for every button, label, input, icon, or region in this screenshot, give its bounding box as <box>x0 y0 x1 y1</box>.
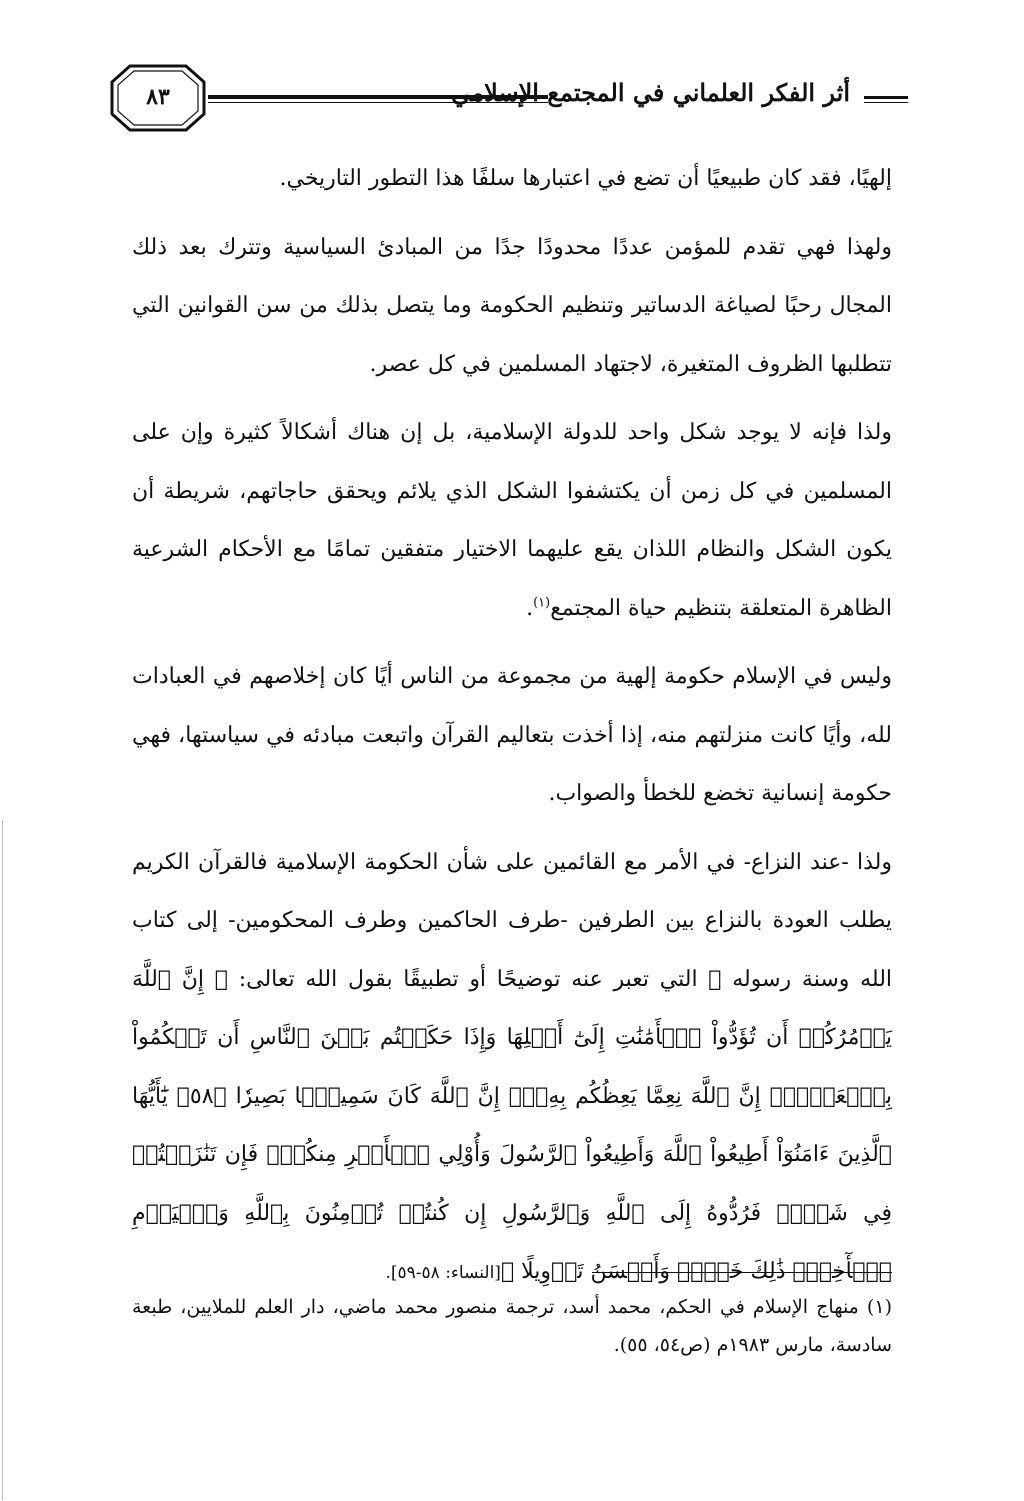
paragraph-text: ولذا -عند النزاع- في الأمر مع القائمين على شأن الحكومة الإسلامية فالقرآن الكريم يطلب العودة بالنزاع بين الطرفين -طرف الحاكمين وطرف المحكومين- إلى كتاب الله وسنة رسوله ﷺ التي تعبر عنه توضيحًا أو تطبيقًا بقول الله تعالى: <box>132 849 893 992</box>
footnote-separator <box>592 1272 892 1273</box>
page-number: ٨٣ <box>146 84 170 110</box>
paragraph <box>132 834 892 1303</box>
quran-open-bracket: ﴿ <box>214 966 228 992</box>
quran-close-bracket: ﴾ <box>500 1259 515 1284</box>
running-header <box>108 62 908 142</box>
paragraph: وليس في الإسلام حكومة إلهية من مجموعة من الناس أيًا كان إخلاصهم في العبادات لله، وأيًا كانت منزلتهم منه، إذا أخذت بتعاليم القرآن واتبعت مبادئه في سياستها، فهي حكومة إنسانية تخضع للخطأ والصواب. <box>132 664 892 806</box>
scan-edge-line <box>2 820 3 1500</box>
paragraph: إلهيًا، فقد كان طبيعيًا أن تضع في اعتبارها سلفًا هذا التطور التاريخي. <box>279 166 892 191</box>
running-title: أثر الفكر العلماني في المجتمع الإسلامي <box>451 78 850 107</box>
header-ornament-dash <box>864 96 908 99</box>
paragraph: ولهذا فهي تقدم للمؤمن عددًا محدودًا جدًا من المبادئ السياسية وتترك بعد ذلك المجال رحبًا لصياغة الدساتير وتنظيم الحكومة وما يتصل بذلك من سن القوانين التي تتطلبها الظروف المتغيرة، لاجتهاد المسلمين في كل عصر. <box>132 234 892 377</box>
main-text <box>132 150 892 1313</box>
paragraph-text: ولذا فإنه لا يوجد شكل واحد للدولة الإسلامية، بل إن هناك أشكالاً كثيرة وإن على المسلمين في كل زمن أن يكتشفوا الشكل الذي يلائم ويحقق حاجاتهم، شريطة أن يكون الشكل والنظام اللذان يقع عليهما الاختيار متفقين تمامًا مع الأحكام الشرعية الظاهرة المتعلقة بتنظيم حياة المجتمع <box>132 420 892 621</box>
header-rule <box>208 95 548 99</box>
quran-verse: إِنَّ ٱللَّهَ يَأۡمُرُكُمۡ أَن تُؤَدُّواْ ٱلۡأَمَٰنَٰتِ إِلَىٰٓ أَهۡلِهَا وَإِذَا حَكَمۡتُم بَيۡنَ ٱلنَّاسِ أَن تَحۡكُمُواْ بِٱلۡعَدۡلِۚ إِنَّ ٱللَّهَ نِعِمَّا يَعِظُكُم بِهِۦٓۗ إِنَّ ٱللَّهَ كَانَ سَمِيعَۢا بَصِيرٗا ﴿٥٨﴾ يَٰٓأَيُّهَا ٱلَّذِينَ ءَامَنُوٓاْ أَطِيعُواْ ٱللَّهَ وَأَطِيعُواْ ٱلرَّسُولَ وَأُوْلِي ٱلۡأَمۡرِ مِنكُمۡۖ فَإِن تَنَٰزَعۡتُمۡ فِي شَيۡءٖ فَرُدُّوهُ إِلَى ٱللَّهِ وَٱلرَّسُولِ إِن كُنتُمۡ تُؤۡمِنُونَ بِٱللَّهِ وَٱلۡيَوۡمِ ٱلۡأٓخِرِۚ ذَٰلِكَ خَيۡرٞ وَأَحۡسَنُ تَأۡوِيلًا <box>132 966 892 1284</box>
footnote: (١) منهاج الإسلام في الحكم، محمد أسد، ترجمة منصور محمد ماضي، دار العلم للملايين، طبعة سادسة، مارس ١٩٨٣م (ص٥٤، ٥٥). <box>132 1296 892 1356</box>
quran-reference: [النساء: ٥٨-٥٩]. <box>385 1263 501 1283</box>
footnote-marker: (١) <box>533 595 551 611</box>
paragraph: ولذا فإنه لا يوجد شكل واحد للدولة الإسلامية، بل إن هناك أشكالاً كثيرة وإن على المسلمين في كل زمن أن يكتشفوا الشكل الذي يلائم ويحقق حاجاتهم، شريطة أن يكون الشكل والنظام اللذان يقع عليهما الاختيار متفقين تمامًا مع الأحكام الشرعية الظاهرة المتعلقة بتنظيم حياة المجتمع$^{(١)}$. <box>132 420 892 621</box>
page-number-badge <box>108 62 208 134</box>
